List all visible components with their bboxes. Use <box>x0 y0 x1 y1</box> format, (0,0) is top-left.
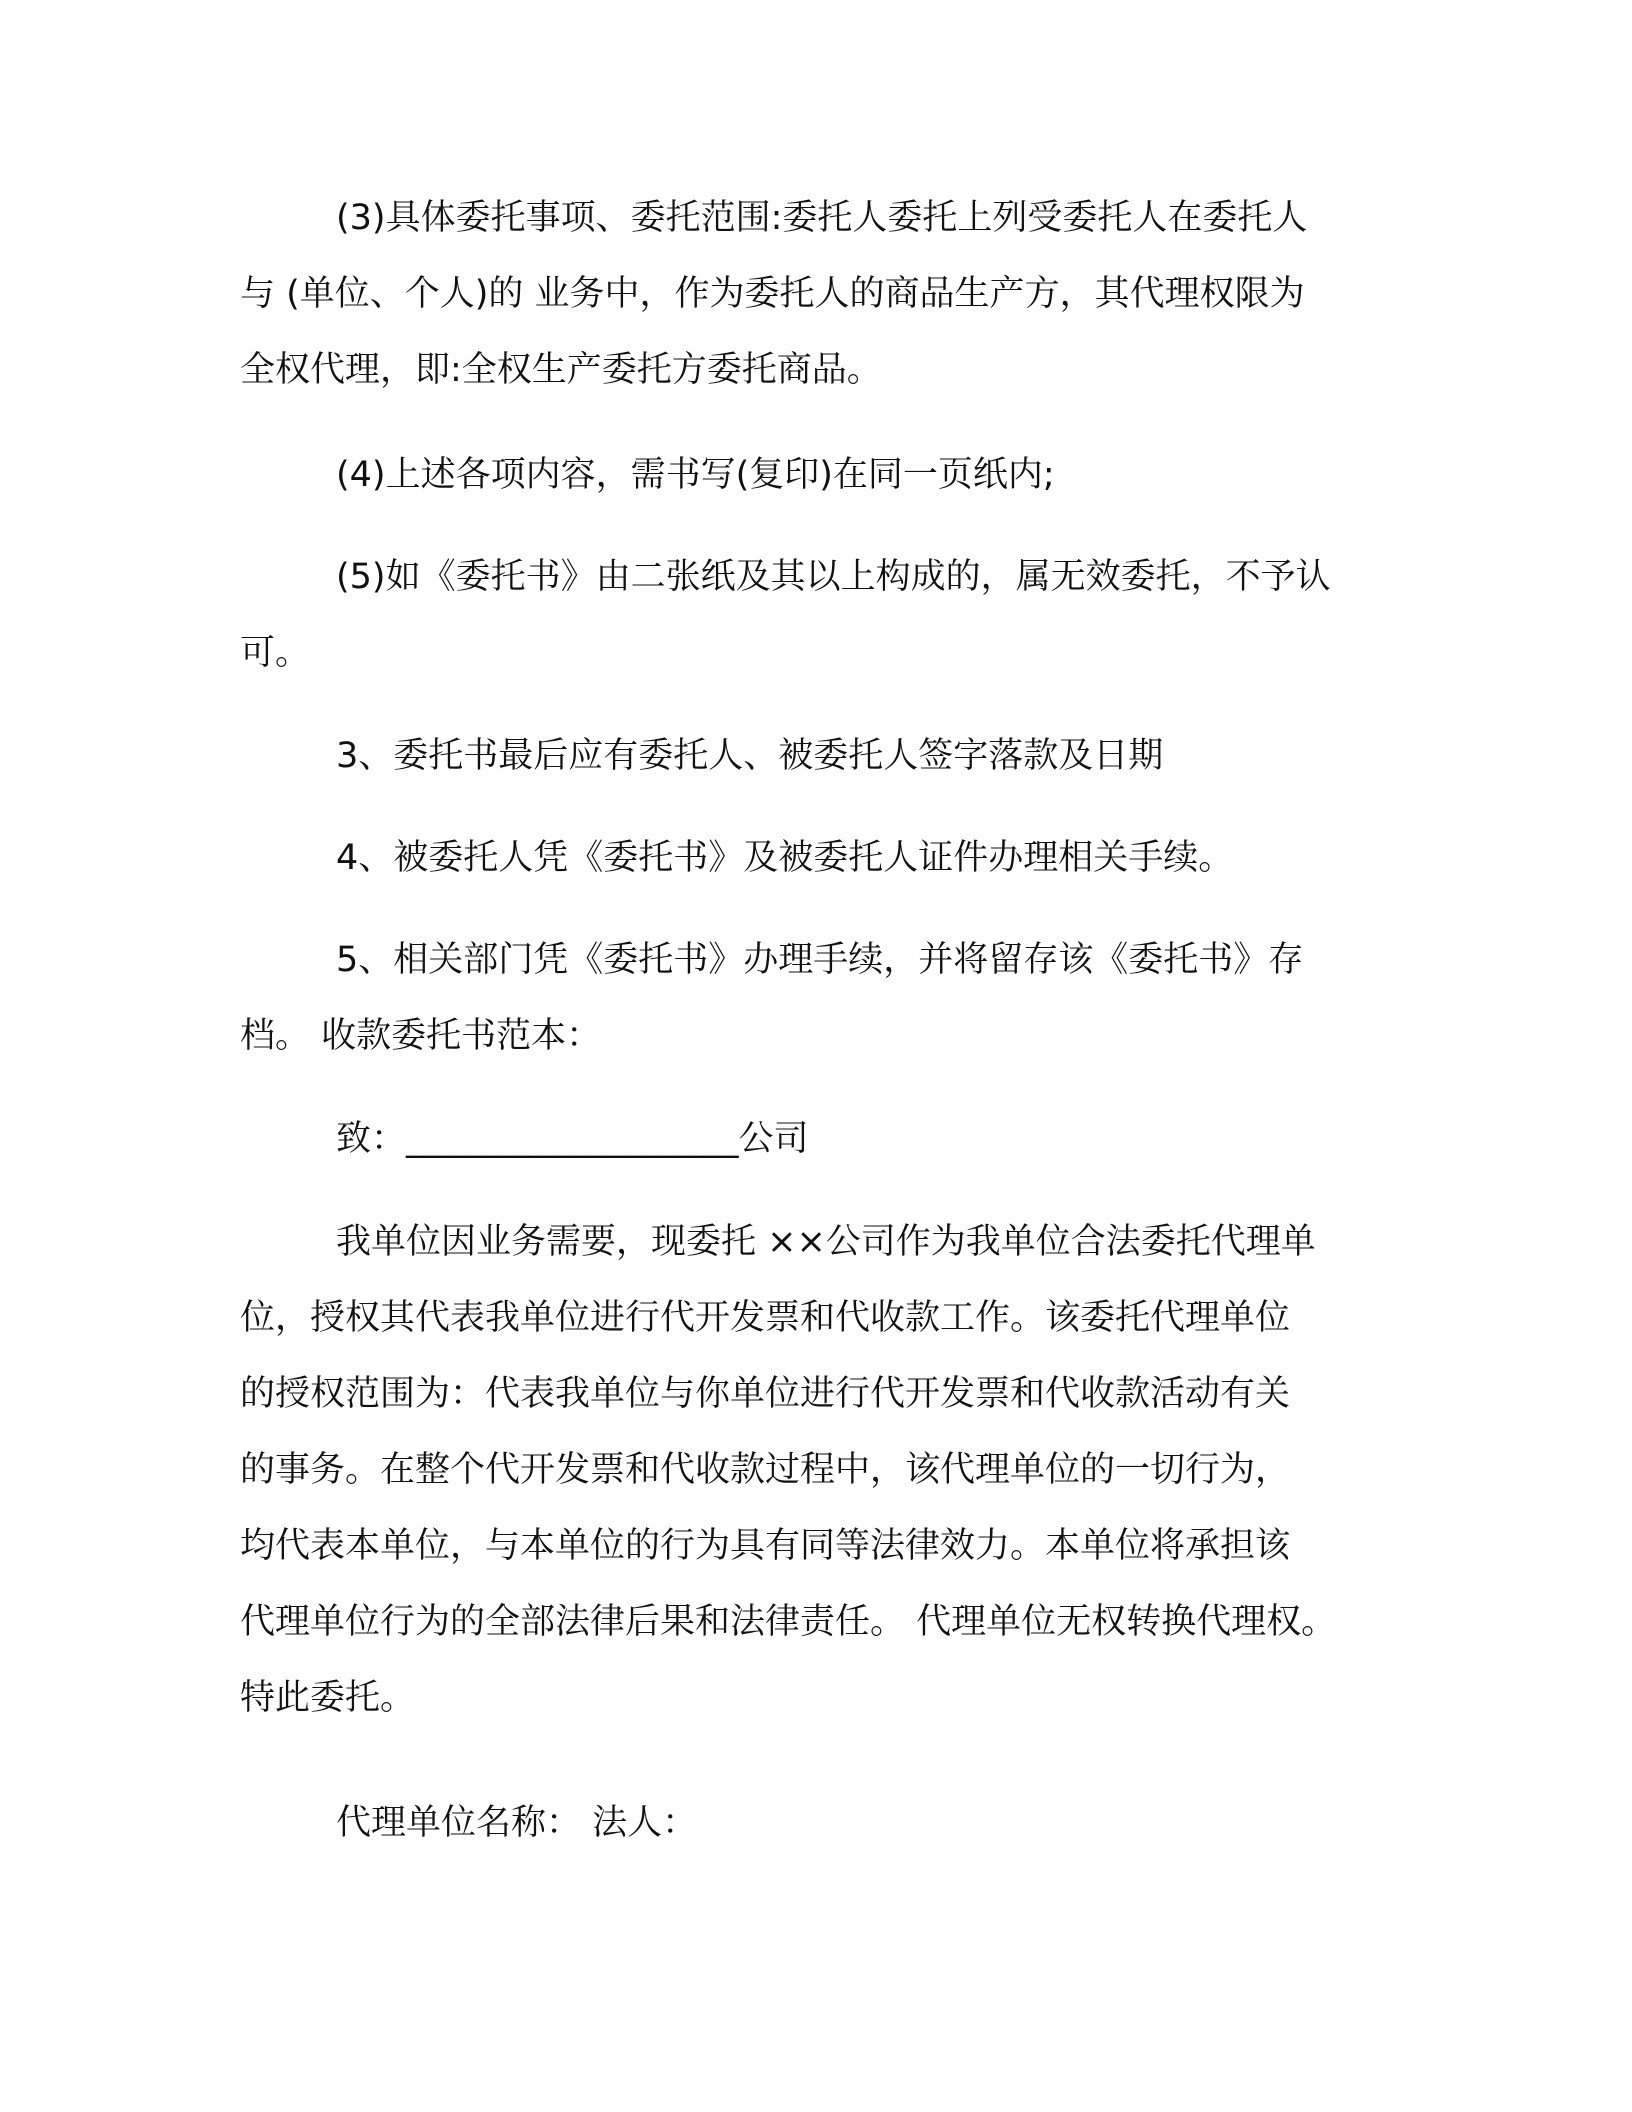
text-line: 与 (单位、个人)的 业务中，作为委托人的商品生产方，其代理权限为 <box>240 274 1305 314</box>
text-line: 4、被委托人凭《委托书》及被委托人证件办理相关手续。 <box>336 838 1234 878</box>
text-line: 致：___________________公司 <box>336 1119 809 1159</box>
text-line: 代理单位行为的全部法律后果和法律责任。 代理单位无权转换代理权。 <box>240 1602 1337 1642</box>
text-line: 3、委托书最后应有委托人、被委托人签字落款及日期 <box>336 736 1164 776</box>
text-line: 特此委托。 <box>240 1678 416 1718</box>
text-line: 5、相关部门凭《委托书》办理手续，并将留存该《委托书》存 <box>336 940 1304 980</box>
paragraph-archive <box>240 922 1390 1074</box>
paragraph-same-page <box>240 437 1390 513</box>
paragraph-scope-of-entrustment <box>240 180 1390 408</box>
paragraph-entrustment-body <box>240 1204 1390 1736</box>
text-line: 的事务。在整个代开发票和代收款过程中，该代理单位的一切行为， <box>240 1450 1291 1490</box>
text-line: 均代表本单位，与本单位的行为具有同等法律效力。本单位将承担该 <box>240 1526 1291 1566</box>
text-line: 的授权范围为：代表我单位与你单位进行代开发票和代收款活动有关 <box>240 1374 1291 1414</box>
paragraph-signatures <box>240 718 1390 794</box>
paragraph-agent-name <box>240 1785 1390 1861</box>
paragraph-procedures <box>240 820 1390 896</box>
text-line: (3)具体委托事项、委托范围:委托人委托上列受委托人在委托人 <box>336 198 1308 238</box>
text-line: 全权代理，即:全权生产委托方委托商品。 <box>240 350 882 390</box>
text-line: (4)上述各项内容，需书写(复印)在同一页纸内; <box>336 455 1055 495</box>
text-line: 档。 收款委托书范本： <box>240 1016 602 1056</box>
paragraph-addressee <box>240 1101 1390 1177</box>
text-line: (5)如《委托书》由二张纸及其以上构成的，属无效委托，不予认 <box>336 557 1331 597</box>
text-line: 可。 <box>240 633 311 673</box>
text-line: 位，授权其代表我单位进行代开发票和代收款工作。该委托代理单位 <box>240 1298 1291 1338</box>
paragraph-invalid-entrustment <box>240 539 1390 691</box>
text-line: 代理单位名称： 法人： <box>336 1803 698 1843</box>
text-line: 我单位因业务需要，现委托 ××公司作为我单位合法委托代理单 <box>336 1222 1316 1262</box>
